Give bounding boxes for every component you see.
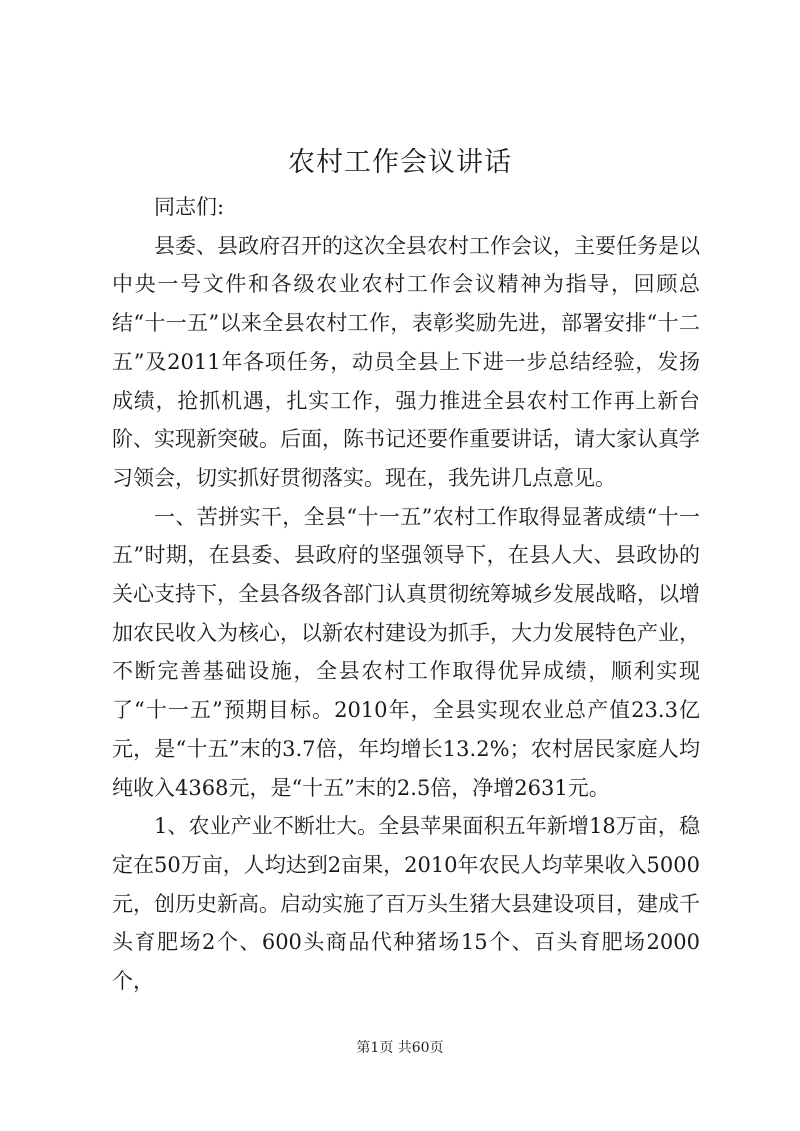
salutation: 同志们: bbox=[154, 195, 225, 219]
paragraph-intro: 县委、县政府召开的这次全县农村工作会议，主要任务是以中央一号文件和各级农业农村工作会议精神为指导，回顾总结“十一五”以来全县农村工作，表彰奖励先进，部署安排“十二五”及2011年各项任务，动员全县上下进一步总结经验，发扬成绩，抢抓机遇，扎实工作，强力推进全县农村工作再上新台阶、实现新突破。后面，陈书记还要作重要讲话，请大家认真学习领会，切实抓好贯彻落实。现在，我先讲几点意见。 bbox=[112, 233, 700, 490]
document-title: 农村工作会议讲话 bbox=[288, 147, 512, 178]
page-number-footer: 第1页 共60页 bbox=[356, 1040, 444, 1056]
paragraph-section-one: 一、苦拼实干，全县“十一五”农村工作取得显著成绩“十一五”时期，在县委、县政府的坚强领导下，在县人大、县政协的关心支持下，全县各级各部门认真贯彻统筹城乡发展战略，以增加农民收入为核心，以新农村建设为抓手，大力发展特色产业，不断完善基础设施，全县农村工作取得优异成绩，顺利实现了“十一五”预期目标。2010年，全县实现农业总产值23.3亿元，是“十五”末的3.7倍，年均增长13.2%；农村居民家庭人均纯收入4368元，是“十五”末的2.5倍，净增2631元。 bbox=[112, 504, 700, 800]
paragraph-agriculture: 1、农业产业不断壮大。全县苹果面积五年新增18万亩，稳定在50万亩，人均达到2亩果，2010年农民人均苹果收入5000元，创历史新高。启动实施了百万头生猪大县建设项目，建成千头育肥场2个、600头商品代种猪场15个、百头育肥场2000个， bbox=[112, 814, 700, 994]
document-body bbox=[112, 188, 700, 1001]
